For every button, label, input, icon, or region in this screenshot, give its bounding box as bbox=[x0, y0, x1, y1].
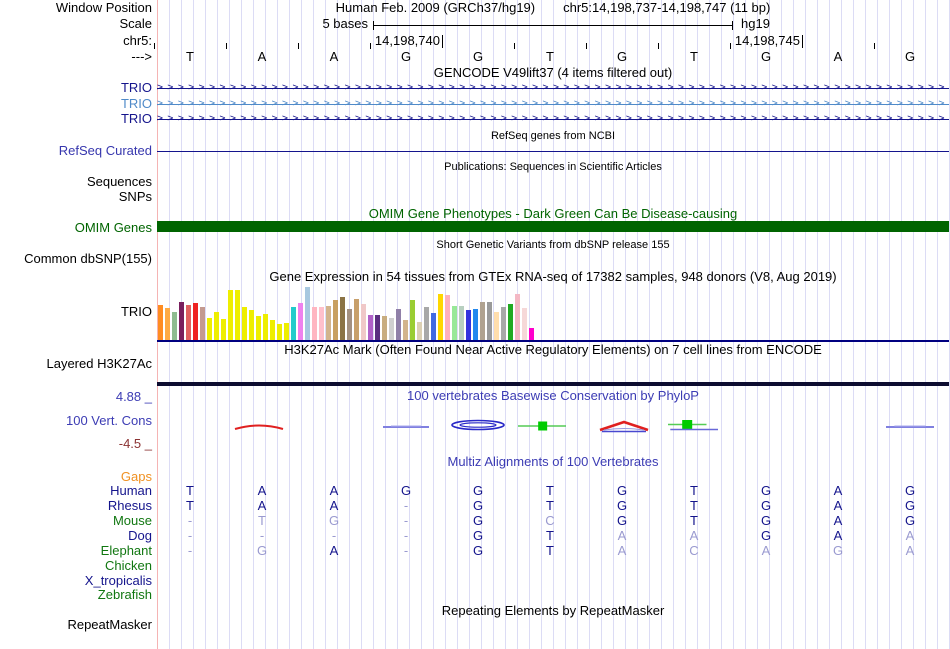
gtex-tissue-bar[interactable] bbox=[221, 319, 226, 340]
ruler-minor-tick bbox=[874, 43, 875, 49]
gtex-tissue-bar[interactable] bbox=[354, 299, 359, 340]
multiz-base-rhesus: G bbox=[616, 498, 628, 513]
track-label-gtex-trio[interactable]: TRIO bbox=[120, 304, 152, 319]
multiz-base-mouse: T bbox=[258, 513, 266, 528]
gtex-tissue-bar[interactable] bbox=[417, 322, 422, 340]
multiz-base-rhesus: A bbox=[257, 498, 267, 513]
track-label-cons-max: 4.88 _ bbox=[115, 389, 152, 404]
phylop-feature-red-tri bbox=[596, 414, 652, 438]
multiz-base-mouse: C bbox=[545, 513, 555, 528]
reference-base: G bbox=[400, 49, 412, 64]
assembly-title: Human Feb. 2009 (GRCh37/hg19) bbox=[335, 0, 536, 15]
ruler-minor-tick bbox=[586, 43, 587, 49]
ruler-major-tick bbox=[442, 35, 443, 48]
multiz-base-mouse: T bbox=[690, 513, 698, 528]
track-label-x-tropicalis[interactable]: X_tropicalis bbox=[84, 573, 152, 588]
refseq-line[interactable] bbox=[157, 151, 949, 152]
multiz-base-elephant: A bbox=[329, 543, 339, 558]
multiz-base-rhesus: - bbox=[403, 498, 409, 513]
gtex-tissue-bar[interactable] bbox=[340, 297, 345, 340]
gtex-tissue-bar[interactable] bbox=[494, 312, 499, 340]
track-label-cons-min: -4.5 _ bbox=[118, 436, 152, 451]
gtex-tissue-bar[interactable] bbox=[368, 315, 373, 340]
gtex-tissue-bar[interactable] bbox=[319, 307, 324, 340]
gtex-tissue-bar[interactable] bbox=[172, 312, 177, 340]
gtex-tissue-bar[interactable] bbox=[473, 309, 478, 340]
track-label-dog[interactable]: Dog bbox=[128, 528, 152, 543]
multiz-base-rhesus: G bbox=[472, 498, 484, 513]
phylop-feature-blue-line bbox=[381, 414, 431, 438]
pubs-title: Publications: Sequences in Scientific Articles bbox=[444, 161, 662, 173]
multiz-base-human: A bbox=[833, 483, 843, 498]
strand-arrows: >>>>>>>>>>>>>>>>>>>>>>>>>>>>>>>>>>>>>>>>>>>>>>>>>>>>>>>>>>>>>>>>>>>>>>>>>>>> bbox=[157, 82, 949, 93]
gtex-tissue-bar[interactable] bbox=[410, 300, 415, 340]
reference-base: T bbox=[186, 49, 194, 64]
track-label-rhesus[interactable]: Rhesus bbox=[107, 498, 152, 513]
gtex-tissue-bar[interactable] bbox=[347, 309, 352, 340]
gtex-tissue-bar[interactable] bbox=[326, 306, 331, 340]
track-label-zebrafish[interactable]: Zebrafish bbox=[97, 587, 152, 602]
gtex-tissue-bar[interactable] bbox=[480, 302, 485, 340]
scale-bar-label: 5 bases bbox=[322, 16, 368, 31]
gencode-title: GENCODE V49lift37 (4 items filtered out) bbox=[433, 65, 673, 80]
reference-base: A bbox=[329, 49, 339, 64]
multiz-base-elephant: G bbox=[832, 543, 844, 558]
track-label-omim-genes[interactable]: OMIM Genes bbox=[74, 220, 152, 235]
gtex-tissue-bar[interactable] bbox=[193, 303, 198, 340]
reference-base: T bbox=[546, 49, 554, 64]
track-label-mouse[interactable]: Mouse bbox=[112, 513, 152, 528]
track-label-trio-1[interactable]: TRIO bbox=[120, 80, 152, 95]
multiz-base-mouse: G bbox=[472, 513, 484, 528]
track-label-vert-cons[interactable]: 100 Vert. Cons bbox=[66, 413, 152, 428]
multiz-base-dog: A bbox=[833, 528, 843, 543]
h3k27ac-title: H3K27Ac Mark (Often Found Near Active Regulatory Elements) on 7 cell lines from ENCODE bbox=[284, 342, 822, 357]
gtex-tissue-bar[interactable] bbox=[200, 307, 205, 340]
gtex-tissue-bar[interactable] bbox=[270, 320, 275, 340]
multiz-base-rhesus: G bbox=[760, 498, 772, 513]
gene-transcript-row[interactable] bbox=[157, 82, 949, 94]
multiz-base-mouse: G bbox=[904, 513, 916, 528]
strand-arrows: >>>>>>>>>>>>>>>>>>>>>>>>>>>>>>>>>>>>>>>>>>>>>>>>>>>>>>>>>>>>>>>>>>>>>>>>>>>> bbox=[157, 98, 949, 109]
multiz-base-human: T bbox=[546, 483, 554, 498]
multiz-base-dog: - bbox=[259, 528, 265, 543]
gtex-tissue-bar[interactable] bbox=[263, 314, 268, 340]
track-label-scale: Scale bbox=[119, 16, 152, 31]
multiz-base-elephant: C bbox=[689, 543, 699, 558]
ruler-major-tick bbox=[802, 35, 803, 48]
track-label-human[interactable]: Human bbox=[110, 483, 152, 498]
gtex-tissue-bar[interactable] bbox=[242, 307, 247, 340]
gtex-tissue-bar[interactable] bbox=[522, 308, 527, 340]
gtex-tissue-bar[interactable] bbox=[277, 324, 282, 340]
multiz-base-human: T bbox=[186, 483, 194, 498]
scale-bar-end-tick bbox=[373, 21, 374, 30]
gtex-title: Gene Expression in 54 tissues from GTEx RNA-seq of 17382 samples, 948 donors (V8, Aug 2019) bbox=[269, 269, 837, 284]
multiz-base-elephant: - bbox=[187, 543, 193, 558]
multiz-base-human: G bbox=[904, 483, 916, 498]
ruler-minor-tick bbox=[154, 43, 155, 49]
gene-transcript-row[interactable] bbox=[157, 113, 949, 125]
multiz-base-rhesus: A bbox=[833, 498, 843, 513]
repeat-title: Repeating Elements by RepeatMasker bbox=[441, 603, 665, 618]
multiz-base-dog: A bbox=[689, 528, 699, 543]
multiz-base-rhesus: T bbox=[186, 498, 194, 513]
gtex-tissue-bar[interactable] bbox=[284, 323, 289, 340]
gtex-tissue-bar[interactable] bbox=[228, 290, 233, 340]
gtex-tissue-bar[interactable] bbox=[382, 316, 387, 340]
gtex-tissue-bar[interactable] bbox=[515, 294, 520, 340]
omim-title: OMIM Gene Phenotypes - Dark Green Can Be Disease-causing bbox=[368, 206, 738, 221]
phylop-title: 100 vertebrates Basewise Conservation by PhyloP bbox=[407, 388, 699, 403]
reference-base: A bbox=[257, 49, 267, 64]
gtex-tissue-bar[interactable] bbox=[466, 310, 471, 340]
multiz-base-dog: - bbox=[403, 528, 409, 543]
ruler-minor-tick bbox=[226, 43, 227, 49]
gtex-tissue-bar[interactable] bbox=[158, 305, 163, 340]
multiz-base-elephant: - bbox=[403, 543, 409, 558]
multiz-base-dog: G bbox=[760, 528, 772, 543]
track-label-sequences[interactable]: Sequences bbox=[86, 174, 152, 189]
gtex-tissue-bar[interactable] bbox=[508, 304, 513, 340]
multiz-base-dog: T bbox=[546, 528, 554, 543]
multiz-base-elephant: A bbox=[905, 543, 915, 558]
track-label-window-position: Window Position bbox=[55, 0, 152, 15]
multiz-base-mouse: A bbox=[833, 513, 843, 528]
multiz-base-mouse: G bbox=[616, 513, 628, 528]
position-string: chr5:14,198,737-14,198,747 (11 bp) bbox=[563, 0, 771, 15]
multiz-base-rhesus: T bbox=[546, 498, 554, 513]
dbsnp-title: Short Genetic Variants from dbSNP release 155 bbox=[436, 239, 670, 251]
multiz-base-dog: A bbox=[617, 528, 627, 543]
track-label-layered-h3k27ac[interactable]: Layered H3K27Ac bbox=[46, 356, 152, 371]
reference-base: G bbox=[472, 49, 484, 64]
refseq-title: RefSeq genes from NCBI bbox=[490, 130, 616, 142]
multiz-base-rhesus: T bbox=[690, 498, 698, 513]
multiz-base-elephant: A bbox=[617, 543, 627, 558]
phylop-feature-red-arc bbox=[233, 414, 285, 438]
strand-arrows: >>>>>>>>>>>>>>>>>>>>>>>>>>>>>>>>>>>>>>>>>>>>>>>>>>>>>>>>>>>>>>>>>>>>>>>>>>>> bbox=[157, 113, 949, 124]
reference-base: A bbox=[833, 49, 843, 64]
gtex-tissue-bar[interactable] bbox=[501, 307, 506, 340]
ruler-minor-tick bbox=[658, 43, 659, 49]
track-label-trio-2[interactable]: TRIO bbox=[120, 96, 152, 111]
assembly-tag: hg19 bbox=[741, 16, 770, 31]
gtex-tissue-bar[interactable] bbox=[312, 307, 317, 340]
gtex-tissue-bar[interactable] bbox=[424, 307, 429, 340]
track-label-repeatmasker[interactable]: RepeatMasker bbox=[67, 617, 152, 632]
multiz-base-dog: A bbox=[905, 528, 915, 543]
reference-base: G bbox=[904, 49, 916, 64]
gtex-tissue-bar[interactable] bbox=[445, 295, 450, 340]
window-position-row bbox=[157, 1, 949, 15]
track-label-common-dbsnp[interactable]: Common dbSNP(155) bbox=[24, 251, 152, 266]
track-label-snps[interactable]: SNPs bbox=[118, 189, 152, 204]
gtex-tissue-bar[interactable] bbox=[186, 305, 191, 340]
gtex-tissue-bar[interactable] bbox=[361, 304, 366, 340]
multiz-base-human: G bbox=[472, 483, 484, 498]
phylop-feature-blue-loops bbox=[450, 414, 506, 438]
h3k27ac-line[interactable] bbox=[157, 382, 949, 386]
track-label-elephant[interactable]: Elephant bbox=[100, 543, 152, 558]
gtex-tissue-bar[interactable] bbox=[487, 302, 492, 340]
gtex-tissue-bar[interactable] bbox=[389, 318, 394, 340]
reference-base: G bbox=[760, 49, 772, 64]
ruler-position-label: 14,198,745 bbox=[734, 33, 800, 48]
scale-bar-line bbox=[373, 25, 733, 26]
multiz-base-dog: G bbox=[472, 528, 484, 543]
track-label-gaps[interactable]: Gaps bbox=[120, 469, 152, 484]
multiz-base-rhesus: A bbox=[329, 498, 339, 513]
track-label-trio-3[interactable]: TRIO bbox=[120, 111, 152, 126]
multiz-base-mouse: - bbox=[187, 513, 193, 528]
gtex-tissue-bar[interactable] bbox=[438, 294, 443, 340]
gtex-tissue-bar[interactable] bbox=[452, 306, 457, 340]
multiz-base-mouse: G bbox=[760, 513, 772, 528]
gtex-tissue-bar[interactable] bbox=[291, 307, 296, 340]
gtex-tissue-bar[interactable] bbox=[529, 328, 534, 340]
gtex-tissue-bar[interactable] bbox=[375, 315, 380, 340]
multiz-base-mouse: - bbox=[403, 513, 409, 528]
multiz-base-rhesus: G bbox=[904, 498, 916, 513]
reference-base: T bbox=[690, 49, 698, 64]
multiz-base-elephant: A bbox=[761, 543, 771, 558]
scale-bar-end-tick bbox=[732, 21, 733, 30]
ruler-position-label: 14,198,740 bbox=[374, 33, 440, 48]
phylop-feature-green-sq-blue bbox=[666, 414, 720, 438]
multiz-base-human: G bbox=[400, 483, 412, 498]
gtex-baseline[interactable] bbox=[157, 340, 949, 342]
multiz-base-dog: - bbox=[187, 528, 193, 543]
gtex-tissue-bar[interactable] bbox=[214, 312, 219, 340]
gtex-tissue-bar[interactable] bbox=[396, 309, 401, 340]
ruler-minor-tick bbox=[514, 43, 515, 49]
gene-transcript-row[interactable] bbox=[157, 98, 949, 110]
gtex-tissue-bar[interactable] bbox=[249, 310, 254, 340]
multiz-base-human: T bbox=[690, 483, 698, 498]
track-label-direction: ---> bbox=[131, 49, 152, 64]
gtex-tissue-bar[interactable] bbox=[235, 290, 240, 340]
multiz-base-mouse: G bbox=[328, 513, 340, 528]
gtex-tissue-bar[interactable] bbox=[256, 316, 261, 340]
track-label-refseq-curated[interactable]: RefSeq Curated bbox=[58, 143, 152, 158]
phylop-feature-blue-line bbox=[884, 414, 936, 438]
multiz-base-dog: - bbox=[331, 528, 337, 543]
omim-gene-bar[interactable] bbox=[157, 221, 949, 232]
gtex-tissue-bar[interactable] bbox=[431, 313, 436, 340]
gtex-tissue-bar[interactable] bbox=[333, 300, 338, 340]
phylop-feature-green-sq-line bbox=[518, 414, 566, 438]
multiz-base-human: G bbox=[616, 483, 628, 498]
gtex-tissue-bar[interactable] bbox=[179, 302, 184, 340]
reference-base: G bbox=[616, 49, 628, 64]
multiz-base-elephant: G bbox=[472, 543, 484, 558]
gtex-tissue-bar[interactable] bbox=[207, 318, 212, 340]
gtex-tissue-bar[interactable] bbox=[298, 303, 303, 340]
gtex-tissue-bar[interactable] bbox=[459, 306, 464, 340]
gtex-tissue-bar[interactable] bbox=[165, 308, 170, 340]
track-label-chrom: chr5: bbox=[123, 33, 152, 48]
multiz-base-human: G bbox=[760, 483, 772, 498]
multiz-base-human: A bbox=[257, 483, 267, 498]
multiz-base-human: A bbox=[329, 483, 339, 498]
multiz-base-elephant: T bbox=[546, 543, 554, 558]
ruler-minor-tick bbox=[298, 43, 299, 49]
multiz-base-elephant: G bbox=[256, 543, 268, 558]
multiz-title: Multiz Alignments of 100 Vertebrates bbox=[447, 454, 659, 469]
track-label-chicken[interactable]: Chicken bbox=[105, 558, 152, 573]
gtex-tissue-bar[interactable] bbox=[305, 287, 310, 340]
gtex-tissue-bar[interactable] bbox=[403, 320, 408, 340]
